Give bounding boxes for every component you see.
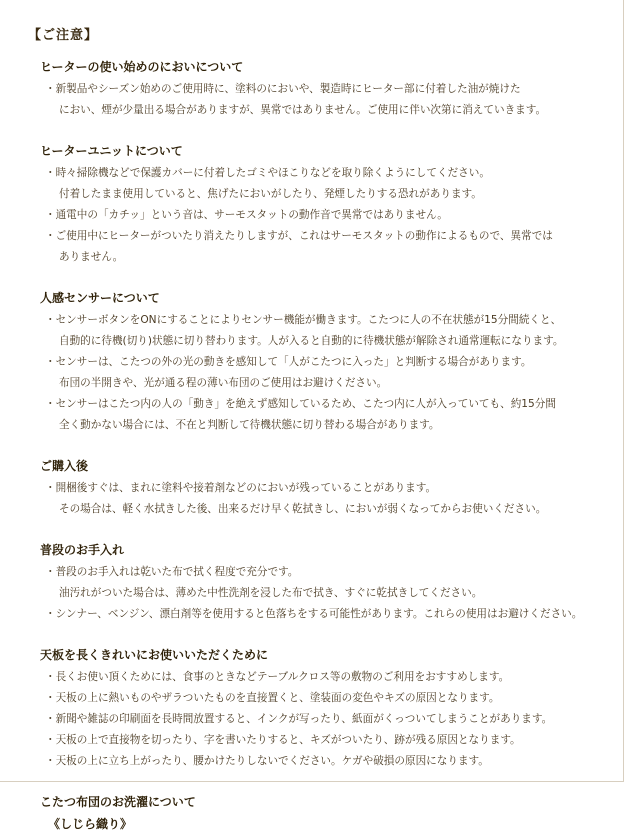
notice-item-line: ・時々掃除機などで保護カバーに付着したゴミやほこりなどを取り除くようにしてください。 bbox=[45, 167, 490, 179]
section-title: 人感センサーについて bbox=[40, 291, 160, 305]
notice-item bbox=[40, 352, 617, 394]
notice-section bbox=[40, 645, 617, 772]
notice-title: 【ご注意】 bbox=[28, 28, 99, 43]
notice-content bbox=[40, 57, 617, 834]
notice-item-continuation: におい、煙が少量出る場合がありますが、異常ではありません。ご使用に伴い次第に消えていきます。 bbox=[59, 104, 547, 116]
notice-item bbox=[40, 730, 617, 751]
notice-item bbox=[40, 310, 617, 352]
notice-section bbox=[40, 456, 617, 520]
notice-item-continuation: その場合は、軽く水拭きした後、出来るだけ早く乾拭きし、においが弱くなってからお使いください。 bbox=[59, 503, 547, 515]
section-title: ご購入後 bbox=[40, 459, 89, 473]
sub-title: 《しじら織り》 bbox=[48, 817, 133, 831]
section-title: ヒーターの使い始めのにおいについて bbox=[40, 60, 244, 74]
notice-item bbox=[40, 394, 617, 436]
notice-item-line: ・天板の上に熱いものやザラついたものを直接置くと、塗装面の変色やキズの原因となります。 bbox=[45, 692, 500, 704]
notice-item-continuation: 布団の半開きや、光が通る程の薄い布団のご使用はお避けください。 bbox=[59, 377, 388, 389]
notice-item bbox=[40, 562, 617, 604]
notice-item-line: ・新聞や雑誌の印刷面を長時間放置すると、インクが写ったり、紙面がくっついてしまうことがあります。 bbox=[45, 713, 553, 725]
section-title: ヒーターユニットについて bbox=[40, 144, 183, 158]
notice-item bbox=[40, 667, 617, 688]
notice-item-line: ・普段のお手入れは乾いた布で拭く程度で充分です。 bbox=[45, 566, 299, 578]
section-title: 普段のお手入れ bbox=[40, 543, 125, 557]
notice-item bbox=[40, 604, 617, 625]
notice-section bbox=[40, 288, 617, 436]
notice-section bbox=[40, 141, 617, 268]
notice-item-continuation: 付着したまま使用していると、焦げたにおいがしたり、発煙したりする恐れがあります。 bbox=[59, 188, 482, 200]
notice-item-line: ・ご使用中にヒーターがついたり消えたりしますが、これはサーモスタットの動作によるもので、異常では bbox=[45, 230, 553, 242]
notice-item-line: ・新製品やシーズン始めのご使用時に、塗料のにおいや、製造時にヒーター部に付着した油が焼けた bbox=[45, 83, 521, 95]
notice-item-line: ・センサーは、こたつの外の光の動きを感知して「人がこたつに入った」と判断する場合があります。 bbox=[45, 356, 532, 368]
notice-item-line: ・通電中の「カチッ」という音は、サーモスタットの動作音で異常ではありません。 bbox=[45, 209, 448, 221]
notice-item-continuation: ありません。 bbox=[59, 251, 124, 263]
notice-item-line: ・センサーボタンをONにすることによりセンサー機能が働きます。こたつに人の不在状態が15分間続くと、 bbox=[45, 314, 562, 326]
notice-item-line: ・開梱後すぐは、まれに塗料や接着剤などのにおいが残っていることがあります。 bbox=[45, 482, 437, 494]
notice-section bbox=[40, 540, 617, 625]
notice-item bbox=[40, 688, 617, 709]
notice-item bbox=[40, 751, 617, 772]
notice-item bbox=[40, 79, 617, 121]
notice-item bbox=[40, 478, 617, 520]
notice-item bbox=[40, 163, 617, 205]
notice-item-line: ・シンナー、ベンジン、漂白剤等を使用すると色落ちをする可能性があります。これらの使用はお避けください。 bbox=[45, 608, 583, 620]
notice-section bbox=[40, 792, 617, 834]
notice-item-line: ・天板の上で直接物を切ったり、字を書いたりすると、キズがついたり、跡が残る原因となります。 bbox=[45, 734, 521, 746]
notice-item-line: ・長くお使い頂くためには、食事のときなどテーブルクロス等の敷物のご利用をおすすめします。 bbox=[45, 671, 510, 683]
notice-item-line: ・天板の上に立ち上がったり、腰かけたりしないでください。ケガや破損の原因になります。 bbox=[45, 755, 489, 767]
notice-item-continuation: 油汚れがついた場合は、薄めた中性洗剤を浸した布で拭き、すぐに乾拭きしてください。 bbox=[59, 587, 483, 599]
notice-item bbox=[40, 709, 617, 730]
notice-section bbox=[40, 57, 617, 121]
section-title: 天板を長くきれいにお使いいただくために bbox=[40, 648, 269, 662]
notice-item bbox=[40, 205, 617, 226]
notice-item-line: ・センサーはこたつ内の人の「動き」を絶えず感知しているため、こたつ内に人が入っていても、約15分間 bbox=[45, 398, 556, 410]
notice-item-continuation: 自動的に待機(切り)状態に切り替わります。人が入ると自動的に待機状態が解除され通常運転になります。 bbox=[59, 335, 564, 347]
section-title: こたつ布団のお洗濯について bbox=[40, 795, 196, 809]
notice-item bbox=[40, 226, 617, 268]
notice-item-continuation: 全く動かない場合には、不在と判断して待機状態に切り替わる場合があります。 bbox=[59, 419, 440, 431]
